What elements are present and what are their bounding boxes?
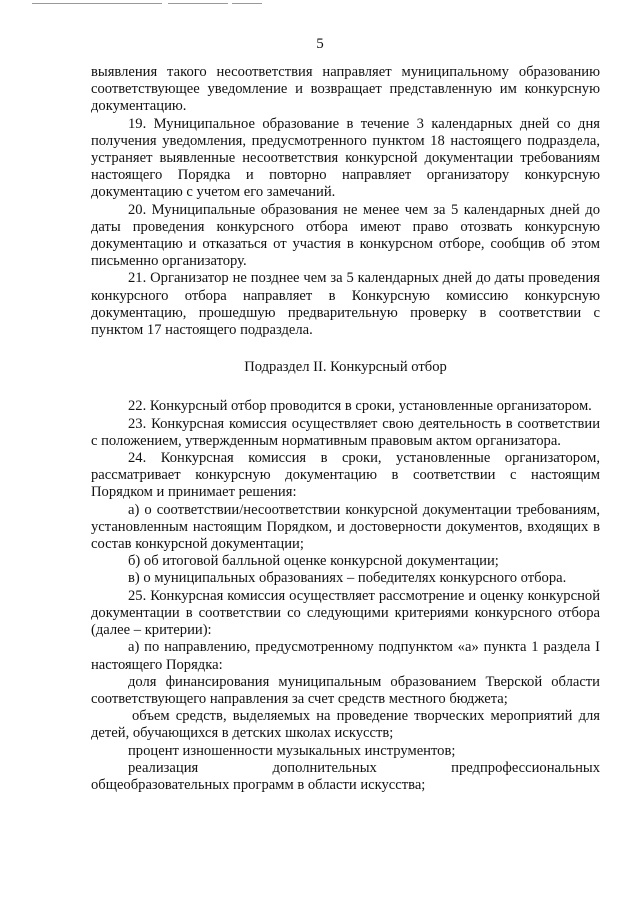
scan-edge-line [32,3,162,4]
criterion: объем средств, выделяемых на проведение творческих мероприятий для детей, обучающихся в детских школах искусств; [91,708,600,742]
section-heading: Подраздел II. Конкурсный отбор [244,359,447,376]
paragraph-item-20: 20. Муниципальные образования не менее чем за 5 календарных дней до даты проведения конкурсного отбора имеют право отозвать конкурсную документацию и отказаться от участия в конкурсном отборе, сообщив об этом письменно организатору. [91,201,600,270]
criterion: доля финансирования муниципальным образованием Тверской области соответствующего направления за счет средств местного бюджета; [91,673,600,707]
criterion: процент изношенности музыкальных инструментов; [128,742,456,759]
paragraph-item-25: 25. Конкурсная комиссия осуществляет рассмотрение и оценку конкурсной документации в соответствии со следующими критериями конкурсного отбора (далее – критерии): [91,587,600,639]
paragraph-item-24: 24. Конкурсная комиссия в сроки, установленные организатором, рассматривает конкурсную документацию в соответствии с настоящим Порядком и принимает решения: [91,450,600,501]
paragraph-item-22: 22. Конкурсный отбор проводится в сроки, установленные организатором. [128,398,592,415]
subitem-v: в) о муниципальных образованиях – победителях конкурсного отбора. [128,570,567,587]
paragraph-item-23: 23. Конкурсная комиссия осуществляет свою деятельность в соответствии с положением, утвержденным нормативным правовым актом организатора. [91,415,600,449]
paragraph-item-21: 21. Организатор не позднее чем за 5 календарных дней до даты проведения конкурсного отбора направляет в Конкурсную комиссию конкурсную документацию, прошедшую предварительную проверку в соответствии с пунктом 17 настоящего подраздела. [91,270,600,339]
paragraph: выявления такого несоответствия направляет муниципальному образованию соответствующее уведомление и возвращает представленную им конкурсную документацию. [91,64,600,115]
document-body [91,64,600,794]
criterion: реализация дополнительных предпрофессиональных общеобразовательных программ в области искусства; [91,759,600,793]
scan-edge-line [232,3,262,4]
paragraph-item-19: 19. Муниципальное образование в течение 3 календарных дней со дня получения уведомления, предусмотренного пунктом 18 настоящего подраздела, устраняет выявленные несоответствия конкурсной документации требованиям настоящего Порядка и повторно направляет организатору конкурсную документацию с учетом его замечаний. [91,115,600,201]
page-number: 5 [316,36,324,52]
subitem-a: а) о соответствии/несоответствии конкурсной документации требованиям, установленным настоящим Порядком, и достоверности документов, входящих в состав конкурсной документации; [91,501,600,553]
subitem-b: б) об итоговой балльной оценке конкурсной документации; [128,553,499,570]
scan-edge-line [168,3,228,4]
subitem-a-criteria: а) по направлению, предусмотренному подпунктом «а» пункта 1 раздела I настоящего Порядка: [91,639,600,673]
